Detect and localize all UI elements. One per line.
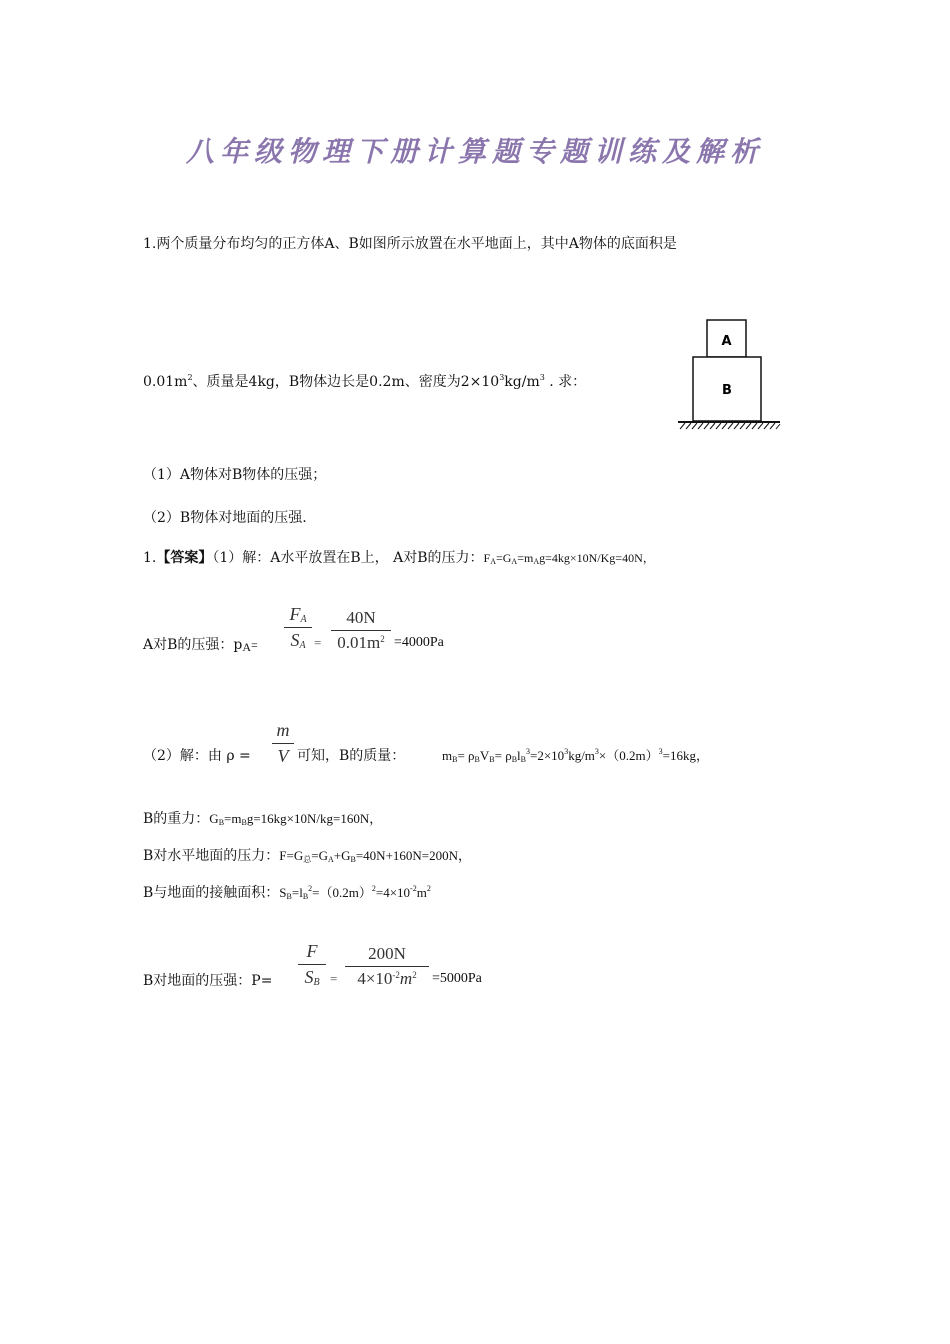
question-sub-2: （2）B物体对地面的压强.	[143, 510, 307, 526]
equals-sign-2: =	[330, 971, 338, 986]
fraction-fa-over-sa: $F_A$ $S_A$	[284, 604, 312, 651]
force-ground-line: B对水平地面的压力：$F=G_总=G_A+G_B=40N+160N=200N$，	[143, 848, 472, 864]
question-sub-1: （1）A物体对B物体的压强；	[143, 467, 327, 483]
fraction-200n-over-area: 200N $4\times 10^{-2}m^2$	[345, 944, 429, 989]
pressure-a-label: A对B的压强：$p_A=$	[143, 637, 258, 654]
blocks-figure	[676, 316, 782, 434]
page-title: 八年级物理下册计算题专题训练及解析	[185, 135, 764, 168]
answer-heading: 1.【答案】（1）解：A水平放置在B上， A对B的压力：$F_A=G_A=m_Ag=4kg\times 10N/Kg=40N$，	[143, 550, 655, 566]
block-a-label: A	[721, 334, 732, 349]
fraction-40n-over-area: 40N $0.01m^2$	[331, 608, 391, 653]
pressure-b-label: B对地面的压强：P=	[143, 973, 273, 989]
question-line-1: 1.两个质量分布均匀的正方体A、B如图所示放置在水平地面上，其中A物体的底面积是	[143, 236, 677, 252]
question-line-2: $0.01m^2$、质量是4kg，B物体边长是0.2m、密度为$2\times 10^3kg/m^3$ . 求：	[143, 373, 587, 390]
pressure-b-result: =5000Pa	[432, 971, 482, 986]
part2-label: （2）解：由 ρ =	[143, 748, 251, 764]
fraction-m-over-v: m V	[272, 720, 294, 767]
ground-hatch	[680, 423, 780, 429]
part2-text: 可知，B的质量：	[297, 748, 406, 764]
block-b-label: B	[722, 383, 732, 398]
mass-b-expression: $m_B= \rho_BV_B= \rho_Bl_B^3=2\times 10^3kg/m^3\times(0.2m)^3=16kg$，	[442, 747, 709, 764]
area-line: B与地面的接触面积：$S_B=l_B^2=(0.2m)^2=4\times 10^{-2}m^2$	[143, 884, 431, 901]
pressure-a-result: =4000Pa	[394, 635, 444, 650]
fraction-f-over-sb: F $S_B$	[298, 941, 326, 988]
equals-sign: =	[314, 635, 322, 650]
gravity-b-line: B的重力：$G_B=m_Bg=16kg\times 10N/kg=160N$，	[143, 811, 383, 827]
